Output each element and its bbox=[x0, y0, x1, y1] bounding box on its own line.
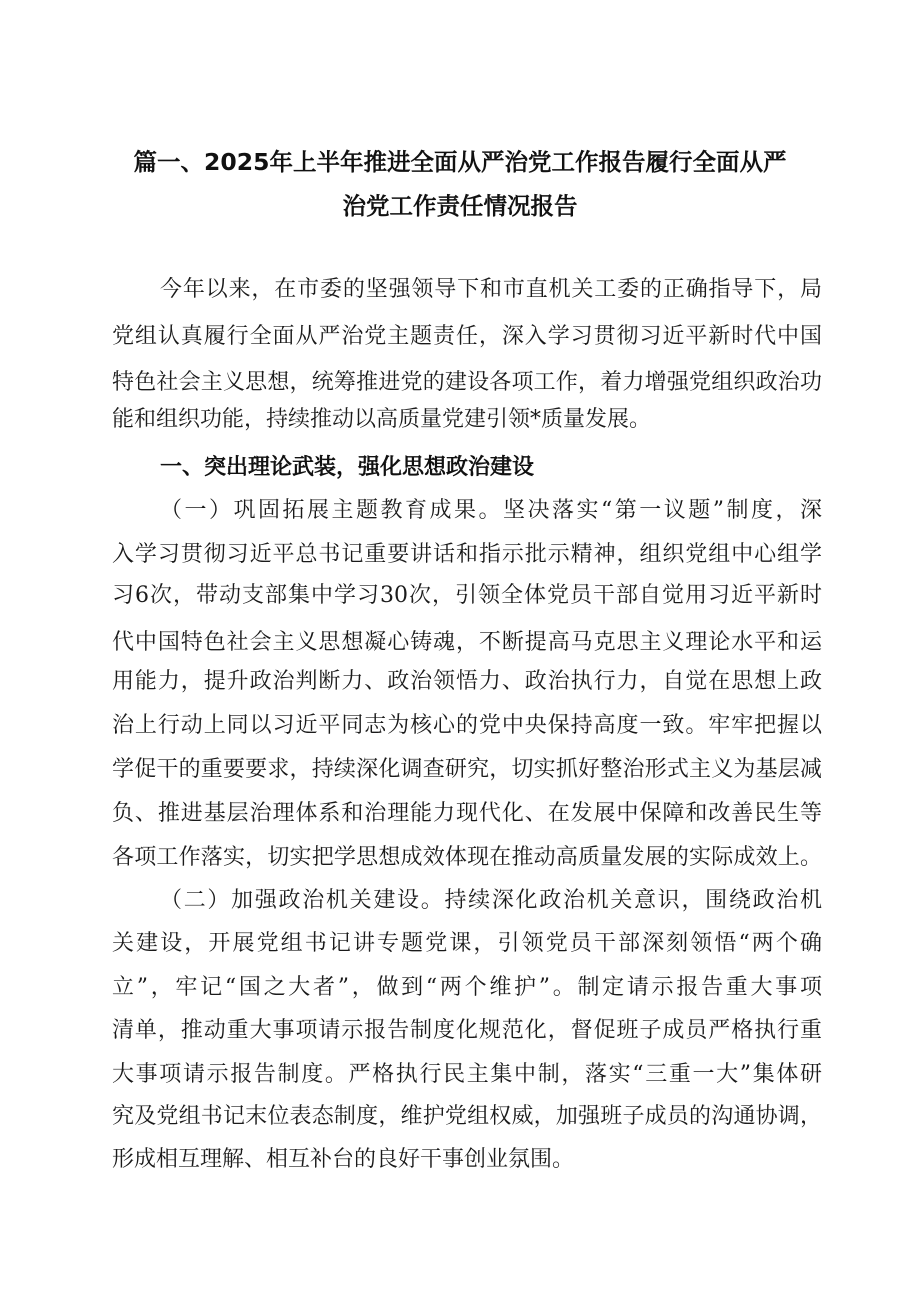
paragraph-line: （二）加强政治机关建设。持续深化政治机关意识，围绕政治机 bbox=[160, 888, 822, 913]
intro-line: 能和组织功能，持续推动以高质量党建引领*质量发展。 bbox=[112, 407, 652, 432]
paragraph-line: 入学习贯彻习近平总书记重要讲话和指示批示精神，组织党组中心组学 bbox=[112, 542, 822, 567]
paragraph-line: 习6次，带动支部集中学习30次，引领全体党员干部自觉用习近平新时 bbox=[112, 583, 822, 608]
section-heading: 一、突出理论武装，强化思想政治建设 bbox=[160, 455, 535, 480]
paragraph-line: 负、推进基层治理体系和治理能力现代化、在发展中保障和改善民生等 bbox=[112, 801, 822, 826]
paragraph-line: 大事项请示报告制度。严格执行民主集中制，落实“三重一大”集体研 bbox=[112, 1062, 822, 1087]
paragraph-line: 代中国特色社会主义思想凝心铸魂，不断提高马克思主义理论水平和运 bbox=[112, 630, 822, 655]
paragraph-line: 学促干的重要要求，持续深化调查研究，切实抓好整治形式主义为基层减 bbox=[112, 757, 822, 782]
document-title-line-1: 篇一、2025年上半年推进全面从严治党工作报告履行全面从严 bbox=[133, 148, 787, 176]
intro-line: 今年以来，在市委的坚强领导下和市直机关工委的正确指导下，局 bbox=[160, 277, 822, 302]
paragraph-line: 形成相互理解、相互补台的良好干事创业氛围。 bbox=[112, 1147, 575, 1172]
paragraph-line: 关建设，开展党组书记讲专题党课，引领党员干部深刻领悟“两个确 bbox=[112, 931, 822, 956]
paragraph-line: （一）巩固拓展主题教育成果。坚决落实“第一议题”制度，深 bbox=[160, 498, 822, 523]
paragraph-line: 究及党组书记末位表态制度，维护党组权威，加强班子成员的沟通协调， bbox=[112, 1104, 822, 1129]
paragraph-line: 治上行动上同以习近平同志为核心的党中央保持高度一致。牢牢把握以 bbox=[112, 713, 822, 738]
intro-line: 特色社会主义思想，统筹推进党的建设各项工作，着力增强党组织政治功 bbox=[112, 370, 822, 395]
paragraph-line: 用能力，提升政治判断力、政治领悟力、政治执行力，自觉在思想上政 bbox=[112, 669, 822, 694]
intro-line: 党组认真履行全面从严治党主题责任，深入学习贯彻习近平新时代中国 bbox=[112, 324, 822, 349]
paragraph-line: 立”，牢记“国之大者”，做到“两个维护”。制定请示报告重大事项 bbox=[112, 975, 822, 1000]
paragraph-line: 各项工作落实，切实把学思想成效体现在推动高质量发展的实际成效上。 bbox=[112, 845, 822, 870]
document-title-line-2: 治党工作责任情况报告 bbox=[342, 192, 578, 220]
paragraph-line: 清单，推动重大事项请示报告制度化规范化，督促班子成员严格执行重 bbox=[112, 1018, 822, 1043]
